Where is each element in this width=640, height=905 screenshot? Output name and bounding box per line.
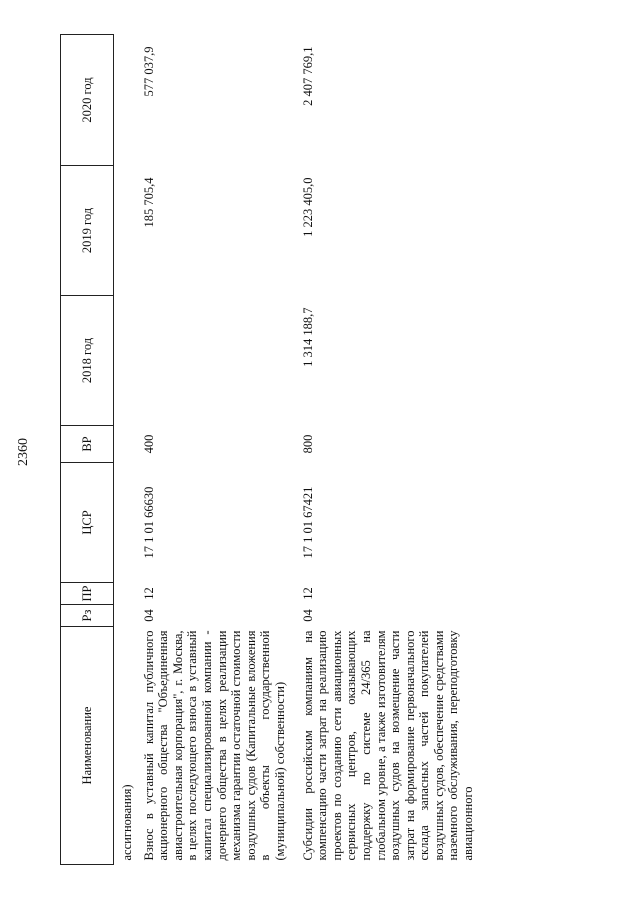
row-pr: 12: [300, 587, 315, 600]
row-rz: 04: [141, 609, 156, 622]
row-vr: 800: [300, 434, 315, 454]
row-csr: 17 1 01 67421: [300, 486, 315, 559]
header-csr: ЦСР: [61, 463, 114, 583]
header-2018: 2018 год: [61, 296, 114, 426]
budget-table-page: [60, 35, 620, 865]
row-2019: 1 223 405,0: [300, 177, 315, 237]
table-header-row: [61, 35, 114, 865]
page-number: 2360: [16, 438, 31, 466]
row-2020: 577 037,9: [141, 46, 156, 97]
header-vr: ВР: [61, 426, 114, 463]
header-rz: Рз: [61, 605, 114, 627]
continuation-text: ассигнования): [120, 784, 134, 861]
table-row: [139, 35, 298, 865]
header-pr: ПР: [61, 583, 114, 605]
table-row: [298, 35, 476, 865]
budget-table: [60, 34, 476, 865]
row-2018: 1 314 188,7: [300, 307, 315, 367]
row-csr: 17 1 01 66630: [141, 486, 156, 559]
row-vr: 400: [141, 434, 156, 454]
row-2018: [139, 296, 298, 426]
continuation-row: [114, 35, 139, 865]
row-rz: 04: [300, 609, 315, 622]
row-name: Взнос в уставный капитал публичного акционерного общества "Объединенная авиастроительная корпорация", г. Москва, в целях последующего взноса в уставный капитал специализированной компании - дочернего общества в целях реализации механизма гарантии остаточной стоимости воздушных судов (Капитальные вложения в объекты государственной (муниципальной) собственности): [141, 630, 287, 861]
row-name: Субсидии российским компаниям на компенсацию части затрат на реализацию проектов по созданию сети авиационных сервисных центров, оказывающих поддержку по системе 24/365 на глобальном уровне, а также изготовителям воздушных судов на возмещение части затрат на формирование первоначального склада запасных частей покупателей воздушных судов, обеспечение средствами наземного обслуживания, переподготовку авиационного: [300, 630, 476, 861]
row-2019: 185 705,4: [141, 177, 156, 228]
row-pr: 12: [141, 587, 156, 600]
row-2020: 2 407 769,1: [300, 46, 315, 106]
header-2020: 2020 год: [61, 35, 114, 166]
header-2019: 2019 год: [61, 166, 114, 296]
header-name: Наименование: [61, 627, 114, 865]
